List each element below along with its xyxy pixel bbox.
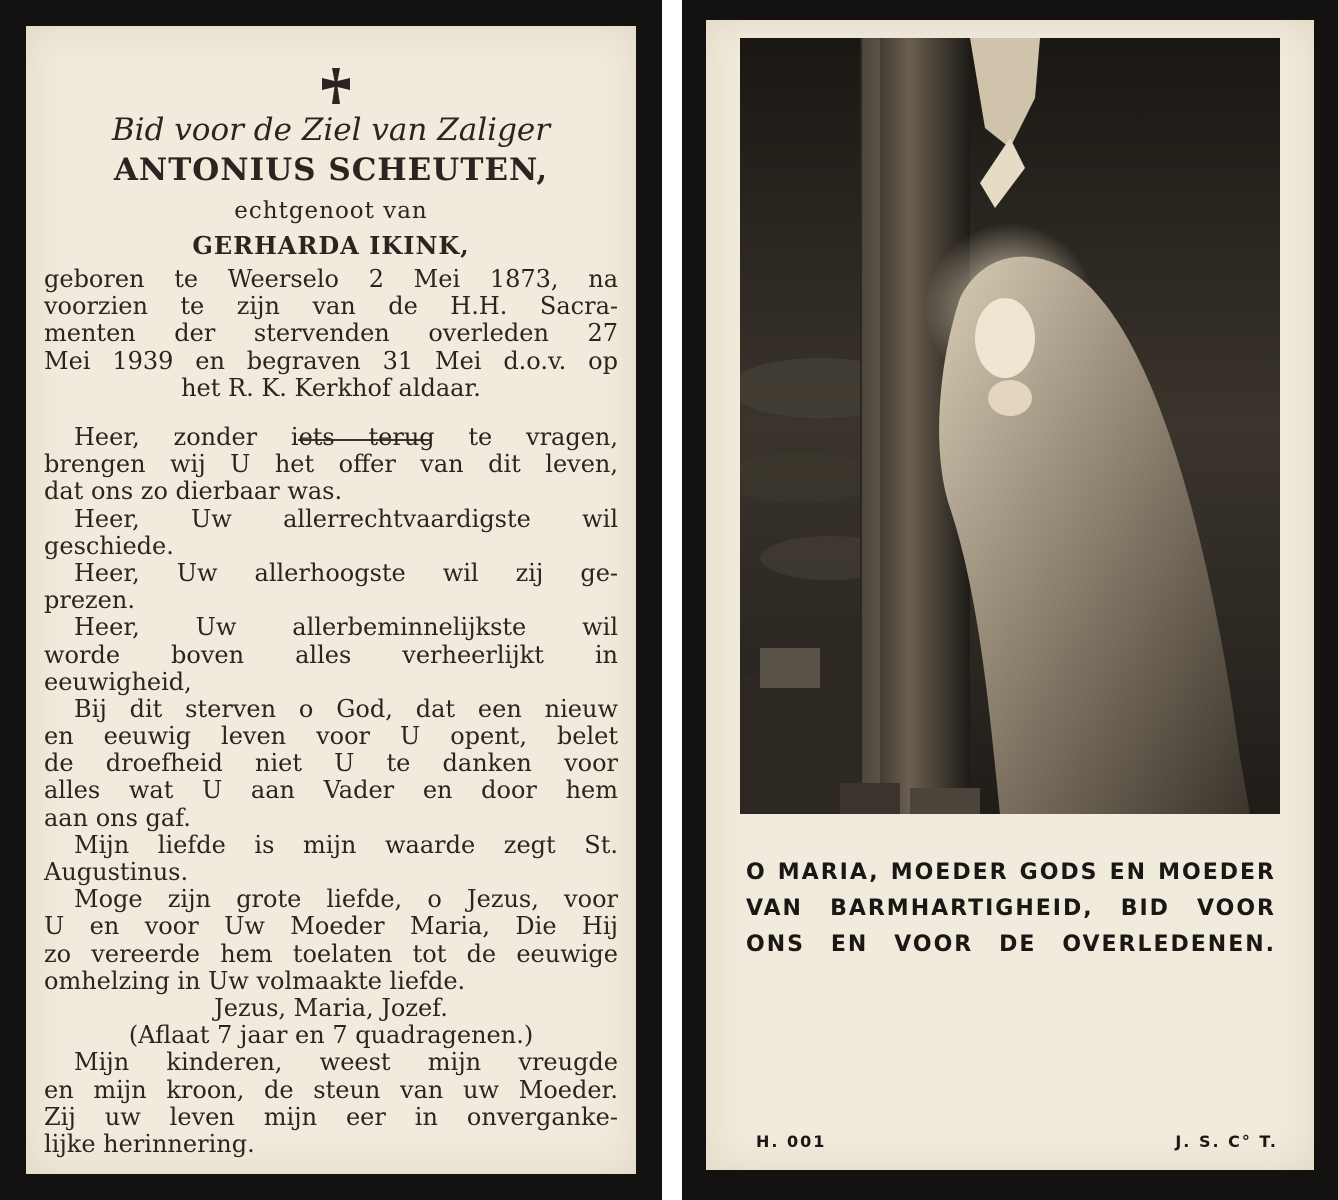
prayer-line: worde boven alles verheerlijkt in	[44, 640, 618, 669]
prayer-line: Bij dit sterven o God, dat een nieuw	[74, 694, 618, 723]
prayer-line: Heer, Uw allerbeminnelijkste wil	[74, 613, 618, 642]
prayer-line: geschiede.	[44, 531, 174, 560]
card-paper-right	[706, 20, 1314, 1170]
cross-pattee-icon	[316, 64, 356, 108]
prayer-line: Moge zijn grote liefde, o Jezus, voor	[74, 885, 618, 914]
printer-mark: J. S. C° T.	[1175, 1132, 1278, 1151]
spouse-label: echtgenoot van	[234, 198, 428, 224]
prayer-line: dat ons zo dierbaar was.	[44, 477, 343, 506]
details-paragraph	[44, 266, 618, 402]
prayer-line: Zij uw leven mijn eer in onverganke-	[44, 1102, 618, 1131]
prayer-line: Augustinus.	[44, 858, 189, 886]
prayer-line: Jezus, Maria, Jozef.	[214, 993, 448, 1022]
memorial-card-text-side	[0, 0, 662, 1200]
prayer-line: (Aflaat 7 jaar en 7 quadragenen.)	[128, 1021, 534, 1050]
caption-line: ONS EN VOOR DE OVERLEDENEN.	[746, 932, 1276, 957]
details-line: het R. K. Kerkhof aldaar.	[181, 373, 481, 402]
print-number: H. 001	[756, 1132, 827, 1151]
spouse-name: GERHARDA IKINK,	[192, 231, 470, 260]
prayer-line: Mijn kinderen, weest mijn vreugde	[74, 1048, 618, 1077]
prayer-line: U en voor Uw Moeder Maria, Die Hij	[44, 912, 618, 941]
prayer-line: zo vereerde hem toelaten tot de eeuwige	[44, 939, 618, 968]
prayer-line: lijke herinnering.	[44, 1129, 255, 1158]
prayer-line: en eeuwig leven voor U opent, belet	[44, 722, 618, 751]
card-paper-left	[26, 26, 636, 1174]
devotional-picture	[740, 38, 1280, 814]
prayer-line: omhelzing in Uw volmaakte liefde.	[44, 966, 466, 995]
prayer-line: prezen.	[44, 586, 135, 615]
prayer-line: eeuwigheid,	[44, 667, 192, 696]
prayer-paragraph	[44, 424, 618, 1158]
prayer-line: Heer, zonder iets terug te vragen,	[74, 423, 618, 451]
mourning-madonna-at-cross-image	[740, 38, 1280, 814]
details-line: voorzien te zijn van de H.H. Sacra-	[44, 292, 618, 321]
prayer-line: de droefheid niet U te danken voor	[44, 749, 618, 778]
memorial-card-picture-side	[682, 0, 1338, 1200]
prayer-line: Mijn liefde is mijn waarde zegt St.	[74, 830, 618, 859]
details-line: Mei 1939 en begraven 31 Mei d.o.v. op	[44, 346, 618, 375]
prayer-caption	[746, 860, 1276, 968]
deceased-name: ANTONIUS SCHEUTEN,	[113, 152, 549, 188]
prayer-line: Heer, Uw allerrechtvaardigste wil	[74, 504, 618, 533]
prayer-line: alles wat U aan Vader en door hem	[44, 776, 618, 805]
prayer-line: Heer, Uw allerhoogste wil zij ge-	[74, 558, 618, 587]
caption-line: VAN BARMHARTIGHEID, BID VOOR	[746, 896, 1276, 921]
details-line: geboren te Weerselo 2 Mei 1873, na	[44, 265, 618, 293]
prayer-line: en mijn kroon, de steun van uw Moeder.	[44, 1075, 618, 1104]
caption-line: O MARIA, MOEDER GODS EN MOEDER	[746, 860, 1276, 885]
prayer-line: brengen wij U het offer van dit leven,	[44, 450, 618, 479]
heading: Bid voor de Ziel van Zaliger	[111, 112, 551, 148]
details-line: menten der stervenden overleden 27	[44, 319, 618, 348]
prayer-line: aan ons gaf.	[44, 803, 191, 832]
